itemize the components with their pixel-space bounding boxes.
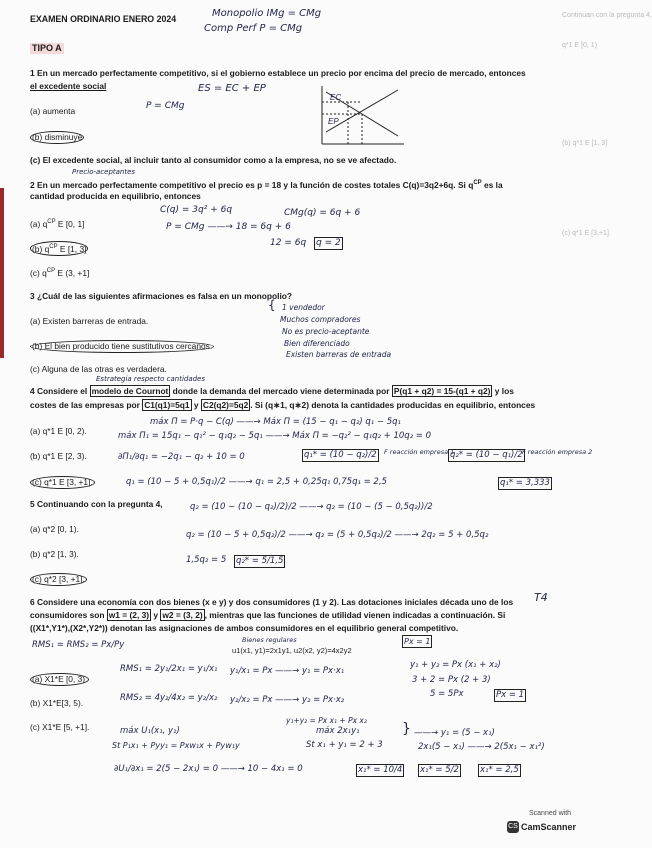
q2-option-c-sup: CP bbox=[46, 268, 56, 274]
q6-work-sub2: 2x₁(5 − x₁) ——→ 2(5x₁ − x₁²) bbox=[418, 742, 545, 752]
q4-work-3: ∂Π₁/∂q₁ = −2q₁ − q₂ + 10 = 0 bbox=[118, 452, 245, 462]
q4-stem-b3: y bbox=[191, 400, 201, 410]
q4-stem bbox=[30, 386, 514, 397]
stamp-line-2: CamScanner bbox=[521, 822, 577, 832]
q1-note-pcmg: P = CMg bbox=[146, 101, 185, 111]
q1-option-c: (c) El excedente social, al incluir tanto al consumidor como a la empresa, no se ve afectado. bbox=[30, 155, 397, 165]
bleed-text: (b) q*1 E [1, 3) bbox=[562, 140, 608, 147]
bleed-text: (c) q*1 E [3,+1] bbox=[562, 230, 609, 237]
q4-stem-b5: . Si (q∗1, q∗2) denota la cantidades producidas en equilibrio, entonces bbox=[250, 400, 536, 410]
q1-note-es: ES = EC + EP bbox=[198, 83, 266, 94]
q5-answer-box: q₂* = 5/1,5 bbox=[236, 556, 284, 566]
q6-stem-3: ((X1*,Y1*),(X2*,Y2*)) denotan las asignaciones de ambos consumidores en el equilibrio general competitivo. bbox=[30, 623, 459, 633]
q5-work-3: 1,5q₂ = 5 bbox=[186, 555, 227, 565]
q5-work-1: q₂ = (10 − (10 − q₂)/2)/2 ——→ q₂ = (10 − (5 − 0,5q₂))/2 bbox=[190, 502, 433, 512]
q6-brace: } bbox=[402, 721, 411, 737]
camscanner-icon: CS bbox=[507, 821, 519, 833]
q1-stem-2: el excedente social bbox=[30, 81, 107, 91]
q6-stem-b3: y bbox=[151, 610, 161, 620]
q2-work-cmg: CMg(q) = 6q + 6 bbox=[284, 208, 361, 218]
q6-work-max1: máx U₁(x₁, y₁) bbox=[120, 726, 180, 736]
q3-option-b-label: (b) El bien producido tiene sustitutivos cercanos. bbox=[32, 341, 213, 351]
q3-note-3: No es precio-aceptante bbox=[282, 327, 370, 336]
q2-option-b-q: (b) q bbox=[32, 243, 50, 254]
q4-answer-box: q₁* = 3,333 bbox=[500, 478, 550, 488]
q2-answer-box: q = 2 bbox=[316, 238, 341, 248]
q6-corner-note: T4 bbox=[534, 591, 548, 604]
q4-reaction-2-label: F reacción empresa 2 bbox=[522, 448, 593, 456]
q2-option-b-range: E [1, 3] bbox=[57, 243, 87, 254]
q6-work-sum2: 3 + 2 = Px (2 + 3) bbox=[412, 675, 491, 685]
q6-work-rms2b: y₂/x₂ = Px ——→ y₂ = Px·x₂ bbox=[230, 695, 345, 705]
q5-option-c-label: (c) q*2 [3, +1]. bbox=[32, 574, 85, 584]
q6-px-box-1: Px = 1 bbox=[404, 637, 431, 646]
q4-demand: P(q1 + q2) = 15-(q1 + q2) bbox=[393, 386, 491, 396]
graph-label-ec: EC bbox=[330, 93, 342, 102]
q6-px-box-2: Px = 1 bbox=[496, 690, 525, 700]
tipo-label: TIPO A bbox=[32, 43, 62, 53]
q2-option-c-q: (c) q bbox=[30, 267, 47, 278]
q2-work-solve: 12 = 6q bbox=[270, 238, 307, 248]
q2-work-equation: P = CMg ——→ 18 = 6q + 6 bbox=[166, 222, 291, 232]
q6-option-c: (c) X1*E [5, +1]. bbox=[30, 722, 90, 732]
exam-title: EXAMEN ORDINARIO ENERO 2024 bbox=[30, 14, 177, 24]
q4-stem-b1: costes de las empresas por bbox=[30, 400, 143, 410]
q3-note-4: Bien diferenciado bbox=[284, 339, 350, 348]
q3-option-c: (c) Alguna de las otras es verdadera. bbox=[30, 364, 167, 374]
binding-edge bbox=[0, 188, 4, 358]
q2-option-a-range: E [0, 1] bbox=[55, 218, 85, 229]
q2-stem-2: cantidad producida en equilibrio, entonces bbox=[30, 191, 201, 201]
q4-option-b: (b) q*1 E [2, 3). bbox=[30, 451, 87, 461]
q6-stem-b1: consumidores son bbox=[30, 610, 107, 620]
q5-work-2: q₂ = (10 − 5 + 0,5q₂)/2 ——→ q₂ = (5 + 0,5q₂)/2 ——→ 2q₂ = 5 + 0,5q₂ bbox=[186, 530, 489, 540]
q3-note-1: 1 vendedor bbox=[282, 303, 325, 312]
q4-stem-5: y los bbox=[492, 386, 514, 396]
q1-stem: 1 En un mercado perfectamente competitivo, si el gobierno establece un precio por encima del precio de mercado, entonces bbox=[30, 68, 526, 78]
q6-option-a bbox=[30, 673, 89, 686]
q1-option-b-label: (b) disminuye bbox=[32, 132, 83, 142]
q4-reaction-1-label: F reacción empresa 1 bbox=[384, 448, 455, 456]
supply-demand-graph bbox=[316, 84, 406, 150]
q4-stem-2 bbox=[30, 400, 535, 411]
q1-option-a: (a) aumenta bbox=[30, 106, 76, 116]
q6-stem: 6 Considere una economía con dos bienes (x e y) y dos consumidores (1 y 2). Las dotaciones iniciales década uno de los bbox=[30, 597, 514, 607]
q6-bienes-note: Bienes regulares bbox=[242, 636, 297, 644]
q6-work-rms: RMS₁ = RMS₂ = Px/Py bbox=[32, 640, 125, 650]
q4-option-a: (a) q*1 E [0, 2). bbox=[30, 426, 87, 436]
q5-option-c bbox=[30, 573, 87, 586]
q6-work-st2: St x₁ + y₁ = 2 + 3 bbox=[306, 740, 383, 750]
q2-stem-text: 2 En un mercado perfectamente competitivo el precio es p = 18 y la función de costes totales C(q)=3q2+6q. Si q bbox=[30, 179, 474, 190]
q4-work-1: máx Π = P·q − C(q) ——→ Máx Π = (15 − q₁ − q₂) q₁ − 5q₁ bbox=[150, 417, 401, 427]
q6-option-b: (b) X1*E[3, 5). bbox=[30, 698, 84, 708]
q3-note-5: Existen barreras de entrada bbox=[286, 350, 392, 359]
q4-stem-3: donde la demanda del mercado viene determinada por bbox=[170, 386, 392, 396]
q2-stem bbox=[30, 178, 503, 191]
q6-work-max2: máx 2x₁y₁ bbox=[316, 726, 360, 736]
q6-work-budget: y₁+y₂ = Px x₁ + Px x₂ bbox=[286, 716, 367, 725]
q3-brace: { bbox=[268, 298, 276, 312]
q6-answer-box-2: x₁* = 5/2 bbox=[420, 765, 459, 775]
bleed-text: q*1 E [0, 1) bbox=[562, 42, 598, 49]
q3-note-2: Muchos compradores bbox=[280, 315, 361, 324]
q4-reaction-1: q₁* = (10 − q₂)/2 bbox=[304, 450, 377, 460]
q4-cost-1: C1(q1)=5q1 bbox=[144, 400, 190, 410]
q2-option-b bbox=[30, 241, 88, 256]
q4-work-4: q₁ = (10 − 5 + 0,5q₁)/2 ——→ q₁ = 2,5 + 0,25q₁ 0,75q₁ = 2,5 bbox=[126, 477, 387, 487]
q2-stem-end: es la bbox=[481, 179, 503, 190]
q3-option-b bbox=[30, 340, 214, 353]
q6-stem-2 bbox=[30, 610, 505, 621]
q3-stem: 3 ¿Cuál de las siguientes afirmaciones es falsa en un monopolio? bbox=[30, 291, 293, 301]
q2-option-b-sup: CP bbox=[49, 244, 58, 250]
q2-option-b-circle bbox=[30, 241, 88, 256]
q1-option-b bbox=[30, 131, 84, 144]
q4-reaction-2: q₂* = (10 − q₁)/2 bbox=[450, 450, 523, 460]
q2-option-a-sup: CP bbox=[47, 219, 56, 225]
q6-work-deriv: ∂U₁/∂x₁ = 2(5 − 2x₁) = 0 ——→ 10 − 4x₁ = 0 bbox=[114, 764, 303, 774]
q4-annotation: Estrategia respecto cantidades bbox=[96, 375, 206, 383]
q6-option-a-label: (a) X1*E [0, 3). bbox=[32, 674, 88, 684]
q5-option-b: (b) q*2 [1, 3). bbox=[30, 549, 79, 559]
q4-option-c bbox=[30, 476, 95, 489]
q6-work-rms1b: y₁/x₁ = Px ——→ y₁ = Px·x₁ bbox=[230, 666, 345, 676]
q6-work-sum3: 5 = 5Px bbox=[430, 689, 464, 699]
q6-answer-box-1: x₁* = 10/4 bbox=[358, 765, 403, 775]
q4-cournot: modelo de Cournot bbox=[91, 386, 169, 396]
q2-option-c-range: E (3, +1] bbox=[55, 267, 90, 278]
q6-work-rms2: RMS₂ = 4y₂/4x₂ = y₂/x₂ bbox=[120, 693, 218, 703]
q6-endowment-1: w1 = (2, 3) bbox=[108, 610, 150, 620]
q6-endowment-2: w2 = (3, 2) bbox=[162, 610, 203, 620]
stamp-line-1: Scanned with bbox=[529, 810, 572, 817]
q6-utility: u1(x1, y1)=2x1y1, u2(x2, y2)=4x2y2 bbox=[232, 646, 352, 655]
graph-label-ep: EP bbox=[328, 117, 339, 126]
q6-work-sub1: ——→ y₁ = (5 − x₁) bbox=[414, 728, 495, 738]
q6-answer-box-3: x₁* = 2,5 bbox=[480, 765, 519, 775]
q5-option-a: (a) q*2 [0, 1). bbox=[30, 524, 79, 534]
q5-stem: 5 Continuando con la pregunta 4, bbox=[30, 499, 163, 509]
q2-option-a bbox=[30, 217, 84, 230]
bleed-through bbox=[560, 0, 652, 848]
q2-stem-sup: CP bbox=[473, 180, 482, 186]
q2-option-a-q: (a) q bbox=[30, 218, 48, 229]
q4-option-c-label: (c) q*1 E [3, +1]. bbox=[32, 477, 93, 487]
q6-work-rms1: RMS₁ = 2y₁/2x₁ = y₁/x₁ bbox=[120, 664, 218, 674]
q2-annotation: Precio-aceptantes bbox=[72, 168, 136, 176]
bleed-text: Continuan con la pregunta 4, bbox=[562, 12, 652, 19]
q3-option-a: (a) Existen barreras de entrada. bbox=[30, 316, 149, 326]
camscanner-stamp bbox=[505, 808, 590, 838]
q4-work-2: máx Π₁ = 15q₁ − q₁² − q₁q₂ − 5q₁ ——→ Máx Π = −q₂² − q₁q₂ + 10q₂ = 0 bbox=[118, 431, 432, 441]
q6-stem-b5: , mientras que las funciones de utilidad vienen indicadas a continuación. Si bbox=[204, 610, 506, 620]
note-monopolio: Monopolio IMg = CMg bbox=[212, 8, 322, 19]
q6-work-st1: St P₁x₁ + Pyy₁ = Pxw₁x + Pyw₁y bbox=[112, 741, 240, 750]
q2-work-cost: C(q) = 3q² + 6q bbox=[160, 205, 233, 215]
q4-cost-2: C2(q2)=5q2 bbox=[202, 400, 249, 410]
q6-work-sum: y₁ + y₂ = Px (x₁ + x₂) bbox=[410, 660, 501, 670]
q4-stem-1: 4 Considere el bbox=[30, 386, 90, 396]
note-comp-perf: Comp Perf P = CMg bbox=[204, 23, 303, 34]
q2-option-c bbox=[30, 266, 89, 279]
